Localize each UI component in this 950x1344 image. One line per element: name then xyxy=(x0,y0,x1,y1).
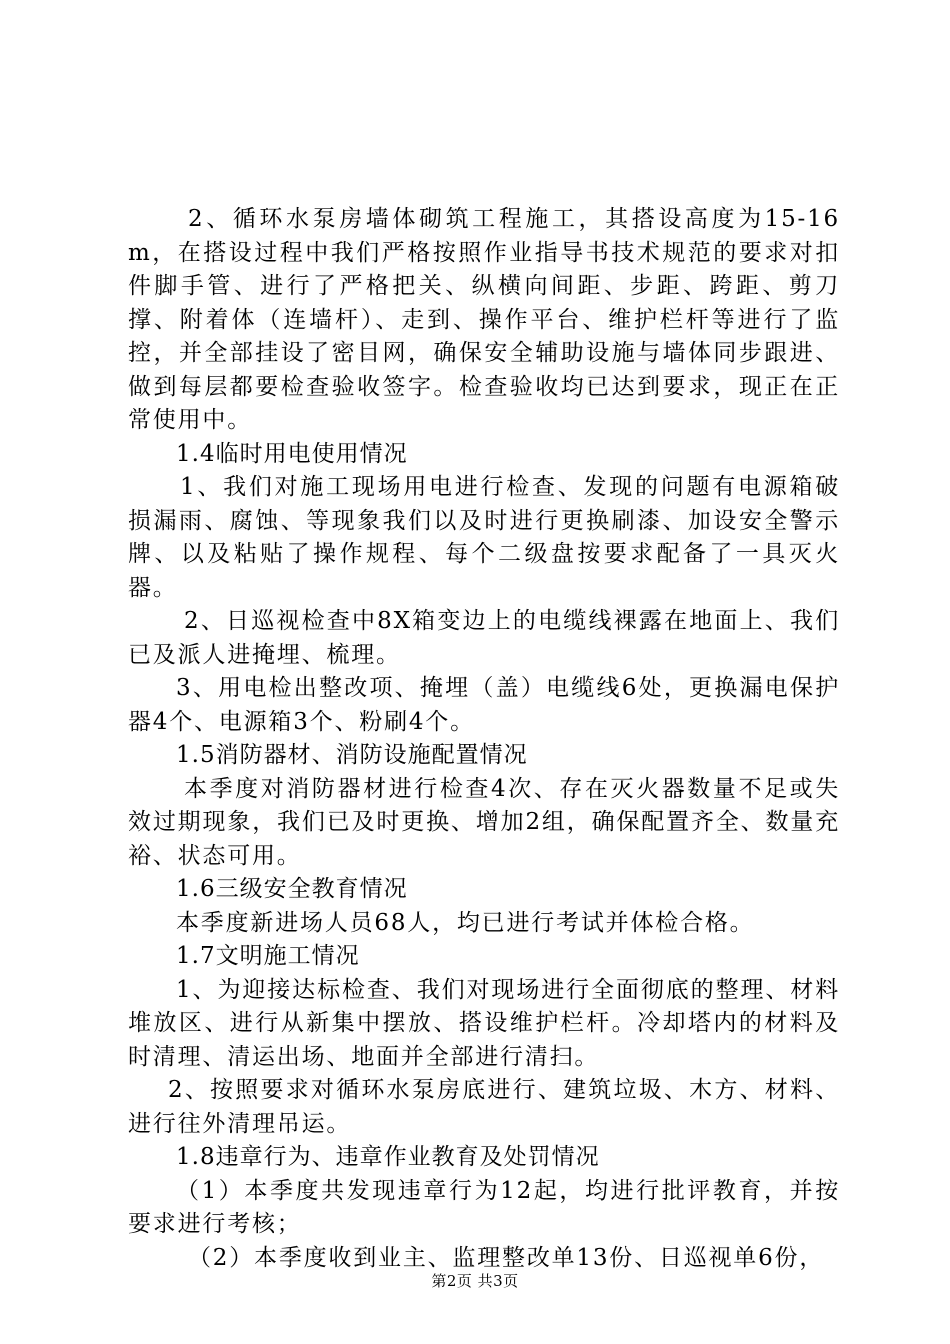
document-body xyxy=(128,203,840,1275)
heading-1-4: 1.4临时用电使用情况 xyxy=(176,440,408,467)
heading-1-6: 1.6三级安全教育情况 xyxy=(176,876,408,902)
paragraph-civil-2: 2、按照要求对循环水泵房底进行、建筑垃圾、木方、材料、进行往外清理吊运。 xyxy=(128,1077,840,1137)
heading-1-7: 1.7文明施工情况 xyxy=(176,943,360,969)
paragraph-civil-1: 1、为迎接达标检查、我们对现场进行全面彻底的整理、材料堆放区、进行从新集中摆放、搭设维护栏杆。冷却塔内的材料及时清理、清运出场、地面并全部进行清扫。 xyxy=(128,976,840,1070)
paragraph-violation-1: （1）本季度共发现违章行为12起，均进行批评教育，并按要求进行考核； xyxy=(128,1177,840,1237)
page-number-footer: 第2页 共3页 xyxy=(431,1272,519,1290)
paragraph-scaffold: 2、循环水泵房墙体砌筑工程施工，其搭设高度为15-16m，在搭设过程中我们严格按照作业指导书技术规范的要求对扣件脚手管、进行了严格把关、纵横向间距、步距、跨距、剪刀撑、附着体（连墙杆）、走到、操作平台、维护栏杆等进行了监控，并全部挂设了密目网，确保安全辅助设施与墙体同步跟进、做到每层都要检查验收签字。检查验收均已达到要求，现正在正常使用中。 xyxy=(128,206,840,433)
paragraph-power-3: 3、用电检出整改项、掩埋（盖）电缆线6处，更换漏电保护器4个、电源箱3个、粉刷4个。 xyxy=(128,675,840,735)
paragraph-fire: 本季度对消防器材进行检查4次、存在灭火器数量不足或失效过期现象，我们已及时更换、增加2组，确保配置齐全、数量充裕、状态可用。 xyxy=(128,775,840,869)
paragraph-violation-2: （2）本季度收到业主、监理整改单13份、日巡视单6份， xyxy=(188,1244,825,1271)
heading-1-8: 1.8违章行为、违章作业教育及处罚情况 xyxy=(176,1144,600,1170)
paragraph-education: 本季度新进场人员68人，均已进行考试并体检合格。 xyxy=(176,909,755,936)
paragraph-power-1: 1、我们对施工现场用电进行检查、发现的问题有电源箱破损漏雨、腐蚀、等现象我们以及时进行更换刷漆、加设安全警示牌、以及粘贴了操作规程、每个二级盘按要求配备了一具灭火器。 xyxy=(128,474,840,601)
paragraph-power-2: 2、日巡视检查中8X箱变边上的电缆线裸露在地面上、我们已及派人进掩埋、梳理。 xyxy=(128,608,840,668)
heading-1-5: 1.5消防器材、消防设施配置情况 xyxy=(176,742,528,768)
